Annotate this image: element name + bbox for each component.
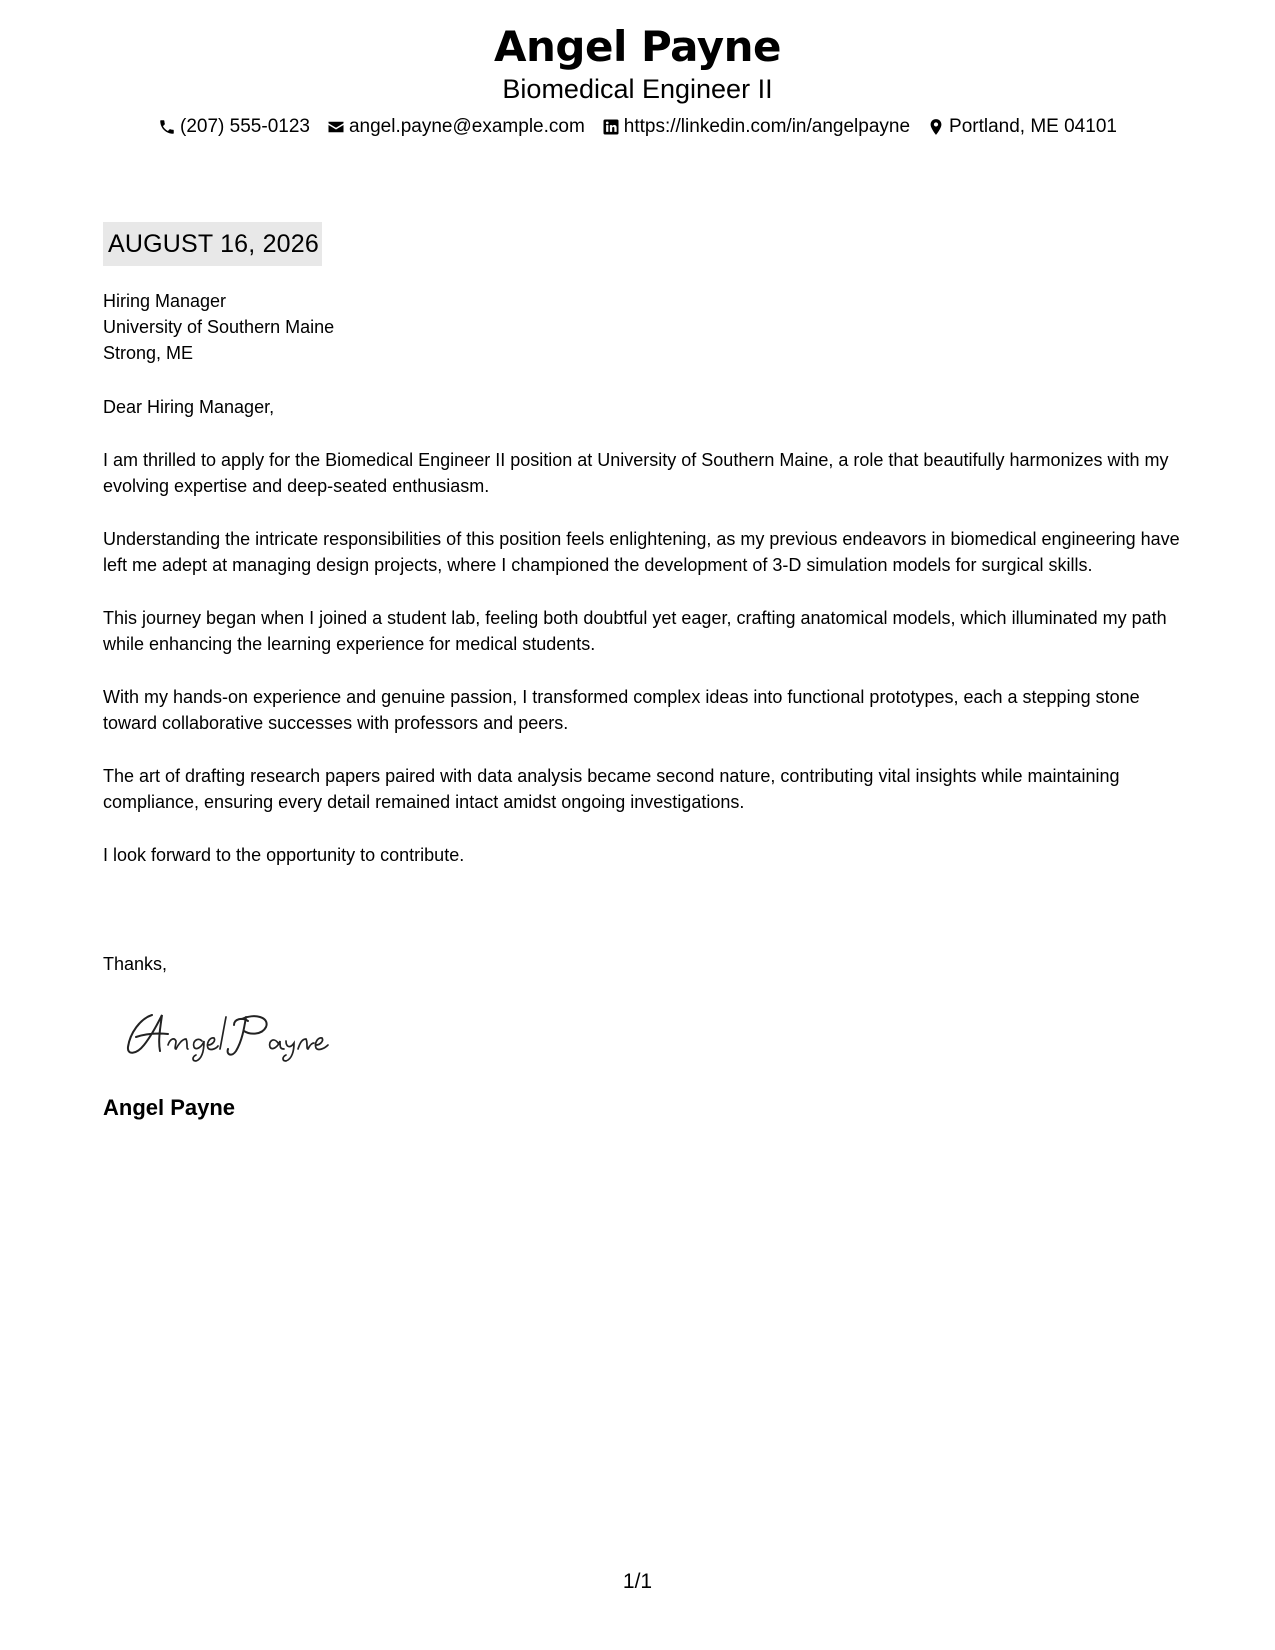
letter-body — [103, 394, 1183, 894]
handwritten-signature — [122, 1003, 342, 1063]
contact-info-row — [0, 115, 1275, 139]
phone-icon — [158, 118, 176, 136]
recipient-organization: University of Southern Maine — [103, 317, 335, 337]
closing-valediction: Thanks, — [103, 954, 168, 974]
page-number: 1/1 — [622, 1570, 653, 1593]
contact-email[interactable] — [327, 115, 585, 139]
envelope-icon — [327, 118, 345, 136]
signer-name: Angel Payne — [103, 1095, 236, 1120]
linkedin-icon — [602, 118, 620, 136]
contact-location-text: Portland, ME 04101 — [949, 116, 1117, 137]
contact-location — [927, 115, 1117, 139]
map-pin-icon — [927, 118, 945, 136]
recipient-location: Strong, ME — [103, 343, 194, 363]
body-paragraph: With my hands-on experience and genuine passion, I transformed complex ideas into functional prototypes, each a stepping stone toward collaborative successes with professors and peers. — [103, 686, 1140, 733]
contact-linkedin[interactable] — [602, 115, 910, 139]
body-paragraph: This journey began when I joined a student lab, feeling both doubtful yet eager, crafting anatomical models, which illuminated my path while enhancing the learning experience for medical students. — [103, 607, 1167, 654]
applicant-job-title: Biomedical Engineer II — [502, 74, 773, 104]
recipient-block — [103, 288, 334, 366]
letter-date: AUGUST 16, 2026 — [103, 222, 322, 266]
body-paragraph: I look forward to the opportunity to contribute. — [103, 844, 465, 865]
salutation: Dear Hiring Manager, — [103, 397, 275, 417]
contact-phone-text: (207) 555-0123 — [180, 116, 310, 137]
contact-email-text[interactable]: angel.payne@example.com — [348, 116, 585, 137]
recipient-name: Hiring Manager — [103, 291, 227, 311]
applicant-name: Angel Payne — [494, 22, 781, 71]
contact-phone — [158, 115, 310, 139]
letter-header — [0, 22, 1275, 139]
body-paragraph: Understanding the intricate responsibilities of this position feels enlightening, as my previous endeavors in biomedical engineering have left me adept at managing design projects, where I championed the development of 3-D simulation models for surgical skills. — [103, 528, 1180, 575]
contact-linkedin-text[interactable]: https://linkedin.com/in/angelpayne — [623, 116, 911, 137]
body-paragraph: I am thrilled to apply for the Biomedical Engineer II position at University of Southern Maine, a role that beautifully harmonizes with my evolving expertise and deep-seated enthusiasm. — [103, 449, 1169, 496]
body-paragraph: The art of drafting research papers paired with data analysis became second nature, contributing vital insights while maintaining compliance, ensuring every detail remained intact amidst ongoing investigations. — [103, 765, 1120, 812]
